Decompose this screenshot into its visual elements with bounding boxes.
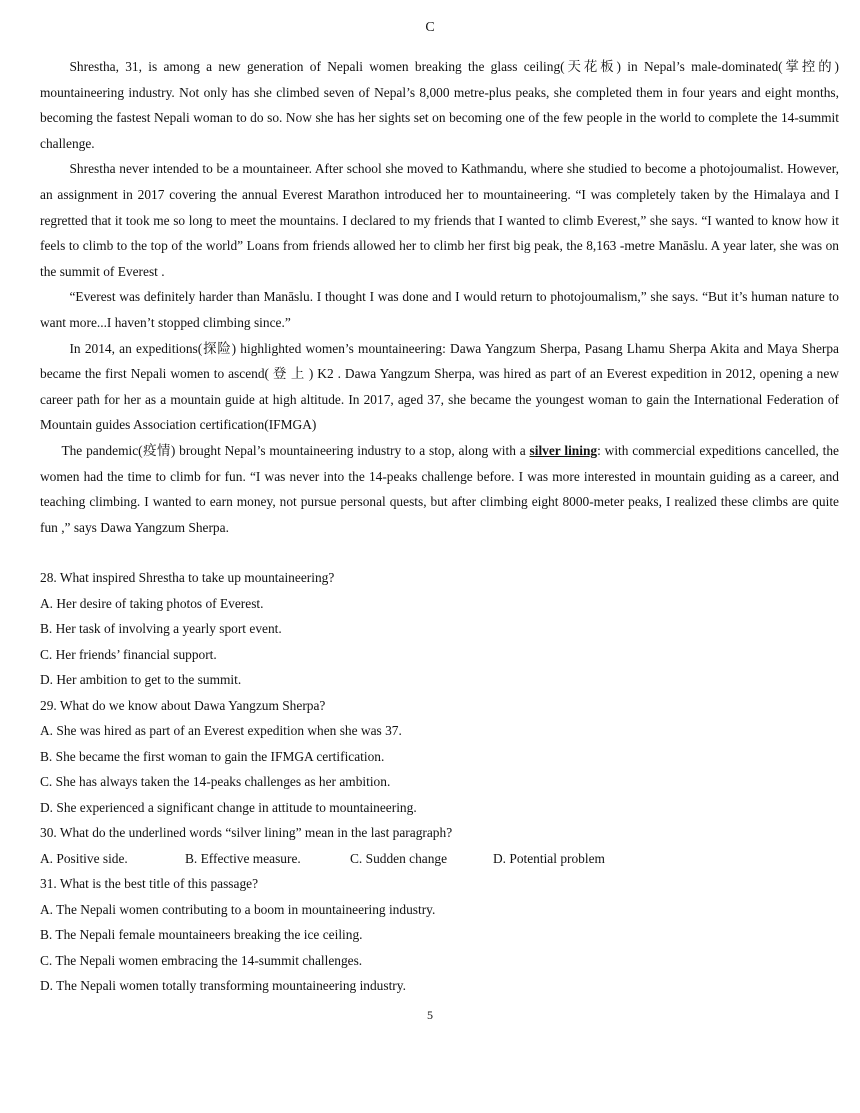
question-30-option-a: A. Positive side.	[40, 850, 128, 866]
question-30-stem: 30. What do the underlined words “silver lining” mean in the last paragraph?	[40, 825, 453, 840]
question-31-option-b: B. The Nepali female mountaineers breaking the ice ceiling.	[40, 927, 363, 942]
paragraph-1: Shrestha, 31, is among a new generation of Nepali women breaking the glass ceiling(天花板) in Nepal’s male-dominated(掌控的) mountaineering industry. Not only has she climbed seven of Nepal’s 8,000 metre-plus peaks, she completed them in four years and eight months, becoming the fastest Nepali woman to do so. Now she has her sights set on becoming one of the few people in the world to complete the 14-summit challenge.	[40, 59, 839, 151]
paragraph-5-start: The pandemic(疫情) brought Nepal’s mountaineering industry to a stop, along with a	[61, 442, 530, 458]
question-28-option-c: C. Her friends’ financial support.	[40, 646, 217, 662]
question-29-option-d: D. She experienced a significant change in attitude to mountaineering.	[40, 799, 417, 815]
question-29-option-c: C. She has always taken the 14-peaks challenges as her ambition.	[40, 774, 391, 789]
question-29-stem: 29. What do we know about Dawa Yangzum Sherpa?	[40, 697, 326, 713]
question-30-option-b: B. Effective measure.	[185, 850, 301, 866]
paragraph-2: Shrestha never intended to be a mountaineer. After school she moved to Kathmandu, where she studied to become a photojoumalist. However, an assignment in 2017 covering the annual Everest Marathon introduced her to mountaineering. “I was completely taken by the Himalaya and I regretted that it took me so long to meet the mountains. I declared to my friends that I wanted to climb Everest,” she says. “I wanted to know how it feels to climb to the top of the world” Loans from friends allowed her to climb her first big peak, the 8,163 -metre Manāslu. A year later, she was on the summit of Everest .	[40, 161, 839, 279]
page-number: 5	[427, 1008, 433, 1022]
question-31-stem: 31. What is the best title of this passage?	[40, 876, 259, 891]
question-list	[40, 565, 840, 999]
paragraph-3: “Everest was definitely harder than Manāslu. I thought I was done and I would return to photojoumalism,” she says. “But it’s human nature to want more...I haven’t stopped climbing since.”	[40, 289, 839, 330]
question-31-option-a: A. The Nepali women contributing to a boom in mountaineering industry.	[40, 901, 436, 917]
reading-passage	[40, 54, 839, 540]
section-letter: C	[425, 20, 435, 35]
question-28-option-a: A. Her desire of taking photos of Everest.	[40, 595, 264, 611]
paragraph-4: In 2014, an expeditions(探险) highlighted women’s mountaineering: Dawa Yangzum Sherpa, Pasang Lhamu Sherpa Akita and Maya Sherpa became the first Nepali women to ascend( 登 上 ) K2 . Dawa Yangzum Sherpa, was hired as part of an Everest expedition in 2012, opening a new career path for her as a mountain guide at high altitude. In 2017, aged 37, she became the youngest woman to gain the International Federation of Mountain guides Association certification(IFMGA)	[40, 340, 839, 433]
question-29-option-a: A. She was hired as part of an Everest expedition when she was 37.	[40, 723, 402, 738]
question-28-stem: 28. What inspired Shrestha to take up mountaineering?	[40, 570, 335, 585]
question-30-option-c: C. Sudden change	[350, 850, 448, 866]
question-28-option-d: D. Her ambition to get to the summit.	[40, 672, 242, 687]
paragraph-5	[40, 438, 839, 540]
question-30-options	[40, 846, 840, 872]
question-30-option-d: D. Potential problem	[493, 850, 605, 866]
question-28-option-b: B. Her task of involving a yearly sport event.	[40, 621, 282, 636]
question-31-option-d: D. The Nepali women totally transforming mountaineering industry.	[40, 978, 406, 993]
underlined-phrase: silver lining	[529, 442, 598, 458]
question-29-option-b: B. She became the first woman to gain the IFMGA certification.	[40, 748, 385, 764]
question-31-option-c: C. The Nepali women embracing the 14-summit challenges.	[40, 952, 363, 968]
paragraph-5-end: : with commercial expeditions cancelled, the women had the time to climb for fun. “I was never into the 14-peaks challenge before. I was more interested in mountain guiding as a career, and teaching climbing. I wanted to earn money, not pursue personal quests, but after climbing eight 8000-meter peaks, I realized these climbs are quite fun ,” says Dawa Yangzum Sherpa.	[40, 442, 839, 535]
